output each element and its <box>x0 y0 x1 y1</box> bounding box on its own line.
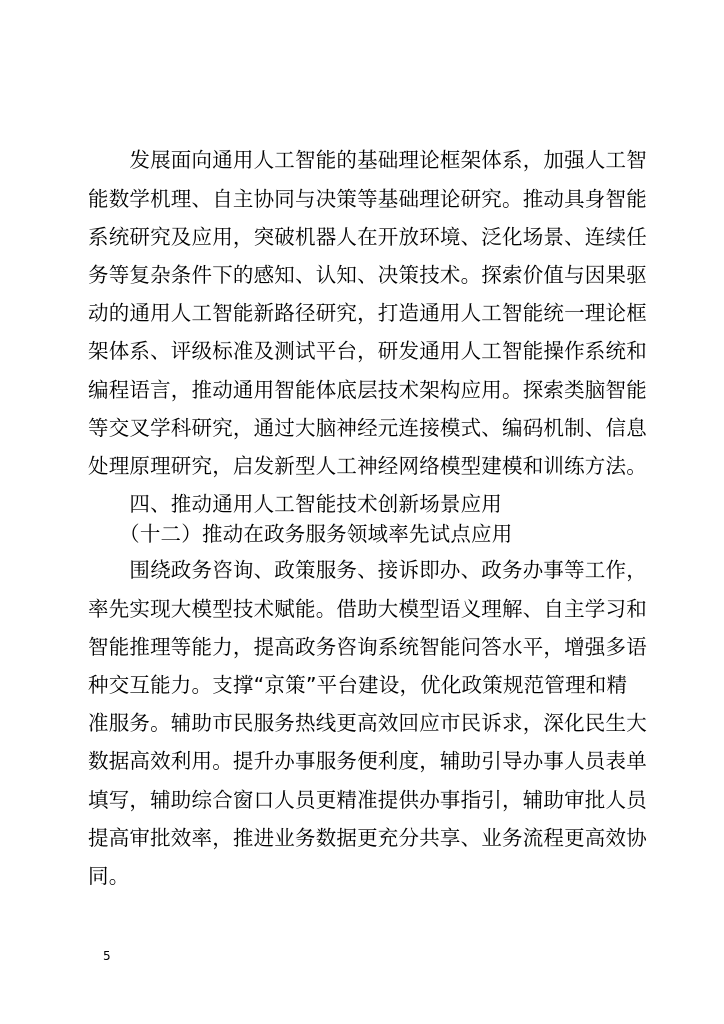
paragraph-line: 率先实现大模型技术赋能。借助大模型语义理解、自主学习和 <box>88 597 647 621</box>
paragraph-line: 发展面向通用人工智能的基础理论框架体系，加强人工智 <box>88 148 647 172</box>
paragraph-line: 提高审批效率，推进业务数据更充分共享、业务流程更高效协 <box>88 826 647 850</box>
paragraph-line: 围绕政务咨询、政策服务、接诉即办、政务办事等工作， <box>88 558 647 582</box>
paragraph-line: 种交互能力。支撑“京策”平台建设，优化政策规范管理和精 <box>88 673 628 697</box>
paragraph-line: 等交叉学科研究，通过大脑神经元连接模式、编码机制、信息 <box>88 416 647 440</box>
section-heading: 四、推动通用人工智能技术创新场景应用 <box>88 492 502 516</box>
paragraph-line: 处理原理研究，启发新型人工神经网络模型建模和训练方法。 <box>88 454 647 478</box>
paragraph-line: 能数学机理、自主协同与决策等基础理论研究。推动具身智能 <box>88 187 647 211</box>
paragraph-line: 智能推理等能力，提高政务咨询系统智能问答水平，增强多语 <box>88 635 647 659</box>
paragraph-line: 同。 <box>88 864 130 888</box>
paragraph-line: 务等复杂条件下的感知、认知、决策技术。探索价值与因果驱 <box>88 263 647 287</box>
page-number: 5 <box>103 949 111 963</box>
paragraph-line: 准服务。辅助市民服务热线更高效回应市民诉求，深化民生大 <box>88 711 647 735</box>
subsection-heading: （十二）推动在政务服务领域率先试点应用 <box>88 522 513 546</box>
paragraph-line: 编程语言，推动通用智能体底层技术架构应用。探索类脑智能 <box>88 378 647 402</box>
paragraph-line: 架体系、评级标准及测试平台，研发通用人工智能操作系统和 <box>88 339 647 363</box>
paragraph-line: 动的通用人工智能新路径研究，打造通用人工智能统一理论框 <box>88 301 647 325</box>
paragraph-line: 填写，辅助综合窗口人员更精准提供办事指引，辅助审批人员 <box>88 788 647 812</box>
paragraph-line: 数据高效利用。提升办事服务便利度，辅助引导办事人员表单 <box>88 749 647 773</box>
paragraph-line: 系统研究及应用，突破机器人在开放环境、泛化场景、连续任 <box>88 225 647 249</box>
